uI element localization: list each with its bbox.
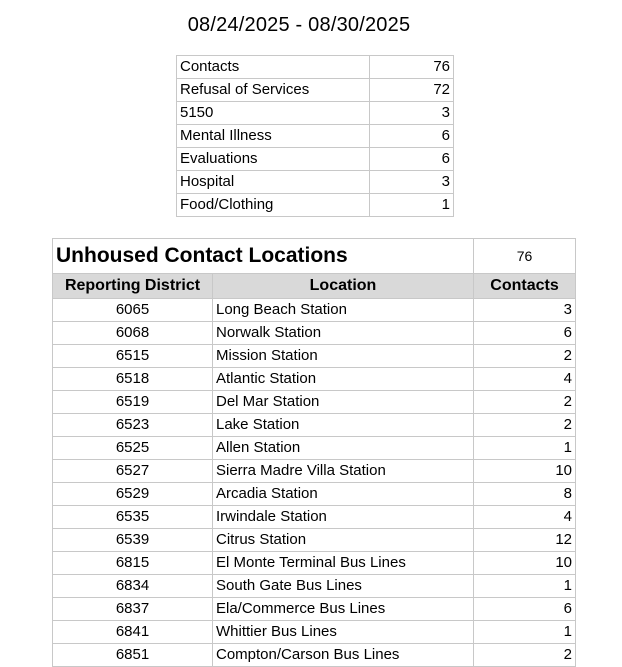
summary-row — [177, 56, 454, 79]
table-row — [53, 575, 576, 598]
header-location: Location — [213, 274, 474, 299]
location-cell: Allen Station — [213, 437, 474, 460]
summary-label: Refusal of Services — [177, 79, 370, 102]
reporting-district-cell: 6519 — [53, 391, 213, 414]
reporting-district-cell: 6851 — [53, 644, 213, 667]
contacts-cell: 4 — [474, 506, 576, 529]
reporting-district-cell: 6529 — [53, 483, 213, 506]
location-cell: Arcadia Station — [213, 483, 474, 506]
contacts-cell: 10 — [474, 552, 576, 575]
summary-label: Contacts — [177, 56, 370, 79]
table-row — [53, 529, 576, 552]
reporting-district-cell: 6539 — [53, 529, 213, 552]
summary-label: 5150 — [177, 102, 370, 125]
summary-label: Food/Clothing — [177, 194, 370, 217]
summary-row — [177, 79, 454, 102]
summary-row — [177, 194, 454, 217]
location-cell: Long Beach Station — [213, 299, 474, 322]
location-cell: Norwalk Station — [213, 322, 474, 345]
locations-header-row — [53, 274, 576, 299]
location-cell: Irwindale Station — [213, 506, 474, 529]
contacts-cell: 4 — [474, 368, 576, 391]
summary-row — [177, 148, 454, 171]
table-row — [53, 391, 576, 414]
location-cell: Atlantic Station — [213, 368, 474, 391]
contacts-cell: 2 — [474, 414, 576, 437]
location-cell: Del Mar Station — [213, 391, 474, 414]
location-cell: Mission Station — [213, 345, 474, 368]
contacts-cell: 12 — [474, 529, 576, 552]
reporting-district-cell: 6068 — [53, 322, 213, 345]
table-row — [53, 460, 576, 483]
contacts-cell: 2 — [474, 644, 576, 667]
reporting-district-cell: 6518 — [53, 368, 213, 391]
contacts-cell: 6 — [474, 322, 576, 345]
locations-table — [52, 238, 576, 667]
contacts-cell: 8 — [474, 483, 576, 506]
summary-value: 72 — [370, 79, 454, 102]
contacts-cell: 3 — [474, 299, 576, 322]
table-row — [53, 621, 576, 644]
contacts-cell: 2 — [474, 345, 576, 368]
reporting-district-cell: 6834 — [53, 575, 213, 598]
reporting-district-cell: 6837 — [53, 598, 213, 621]
locations-title: Unhoused Contact Locations — [53, 239, 474, 274]
contacts-cell: 1 — [474, 621, 576, 644]
table-row — [53, 345, 576, 368]
locations-title-row — [53, 239, 576, 274]
location-cell: South Gate Bus Lines — [213, 575, 474, 598]
table-row — [53, 437, 576, 460]
table-row — [53, 483, 576, 506]
reporting-district-cell: 6515 — [53, 345, 213, 368]
summary-row — [177, 125, 454, 148]
location-cell: Sierra Madre Villa Station — [213, 460, 474, 483]
contacts-cell: 10 — [474, 460, 576, 483]
header-contacts: Contacts — [474, 274, 576, 299]
summary-label: Hospital — [177, 171, 370, 194]
location-cell: Ela/Commerce Bus Lines — [213, 598, 474, 621]
table-row — [53, 322, 576, 345]
location-cell: Lake Station — [213, 414, 474, 437]
location-cell: Whittier Bus Lines — [213, 621, 474, 644]
reporting-district-cell: 6523 — [53, 414, 213, 437]
contacts-cell: 1 — [474, 437, 576, 460]
table-row — [53, 598, 576, 621]
table-row — [53, 552, 576, 575]
contacts-cell: 2 — [474, 391, 576, 414]
table-row — [53, 299, 576, 322]
locations-total: 76 — [474, 239, 576, 274]
summary-label: Mental Illness — [177, 125, 370, 148]
reporting-district-cell: 6841 — [53, 621, 213, 644]
date-range-title: 08/24/2025 - 08/30/2025 — [187, 14, 411, 36]
reporting-district-cell: 6065 — [53, 299, 213, 322]
table-row — [53, 368, 576, 391]
summary-label: Evaluations — [177, 148, 370, 171]
reporting-district-cell: 6815 — [53, 552, 213, 575]
summary-row — [177, 171, 454, 194]
table-row — [53, 506, 576, 529]
location-cell: Citrus Station — [213, 529, 474, 552]
summary-value: 3 — [370, 102, 454, 125]
summary-value: 1 — [370, 194, 454, 217]
table-row — [53, 644, 576, 667]
table-row — [53, 414, 576, 437]
reporting-district-cell: 6535 — [53, 506, 213, 529]
summary-value: 76 — [370, 56, 454, 79]
summary-row — [177, 102, 454, 125]
summary-value: 6 — [370, 125, 454, 148]
summary-table — [176, 55, 454, 217]
header-reporting-district: Reporting District — [53, 274, 213, 299]
location-cell: El Monte Terminal Bus Lines — [213, 552, 474, 575]
summary-value: 3 — [370, 171, 454, 194]
location-cell: Compton/Carson Bus Lines — [213, 644, 474, 667]
summary-value: 6 — [370, 148, 454, 171]
contacts-cell: 6 — [474, 598, 576, 621]
reporting-district-cell: 6525 — [53, 437, 213, 460]
reporting-district-cell: 6527 — [53, 460, 213, 483]
contacts-cell: 1 — [474, 575, 576, 598]
